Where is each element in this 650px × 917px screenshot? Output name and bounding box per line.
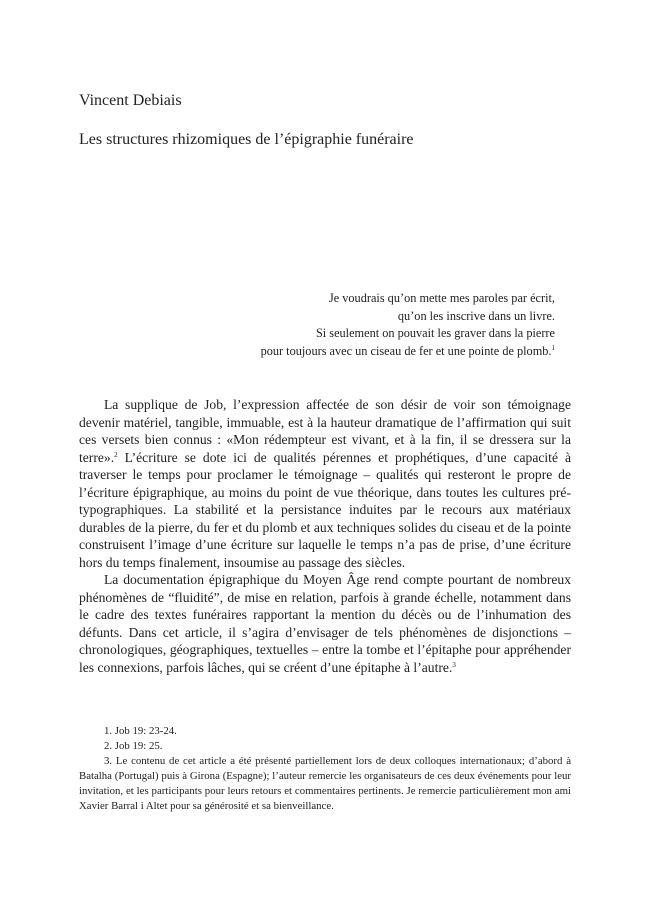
footnotes: [79, 724, 571, 814]
epigraph-line: qu’on les inscrive dans un livre.: [397, 308, 555, 323]
author-name: Vincent Debiais: [79, 92, 182, 109]
paragraph-1-part-a: La supplique de Job, l’expression affectée de son désir de voir son témoignage devenir matériel, tangible, immuable, est à la hauteur dramatique de l’affirmation qui suit ces versets bien connus : «Mon rédempteur est vivant, et à la fin, il se dressera sur la terre».: [79, 397, 571, 465]
article-title: Les structures rhizomiques de l’épigraphie funéraire: [79, 131, 414, 148]
epigraph-line: Je voudrais qu’on mette mes paroles par écrit,: [328, 291, 555, 305]
paragraph-2-text: La documentation épigraphique du Moyen Âge rend compte pourtant de nombreux phénomènes de “fluidité”, de mise en relation, parfois à grande échelle, notamment dans le cadre des textes funéraires rapportant la mention du décès ou de l’inhumation des défunts. Dans cet article, il s’agira d’envisager de tels phénomènes de disjonctions – chronologiques, géographiques, textuelles – entre la tombe et l’épitaphe pour appréhender les connexions, parfois lâches, qui se créent d’une épitaphe à l’autre.: [79, 572, 571, 675]
epigraph: [155, 290, 555, 360]
paragraph-1: [79, 396, 571, 571]
body-text: [79, 396, 571, 676]
footnote-1: 1. Job 19: 23-24.: [104, 725, 177, 737]
footnote-ref-3[interactable]: 3: [452, 660, 456, 669]
paragraph-1-part-b: L’écriture se dote ici de qualités pérennes et prophétiques, d’une capacité à traverser le temps pour proclamer le témoignage – qualités qui resteront le propre de l’écriture épigraphique, au moins du point de vue théorique, dans toutes les cultures pré-typographiques. La stabilité et la persistance induites par le recours aux matériaux durables de la pierre, du fer et du plomb et aux techniques solides du ciseau et de la pointe construisent l’image d’une écriture sur laquelle le temps n’a pas de prise, d’une écriture hors du temps finalement, insoumise au passage des siècles.: [79, 449, 571, 570]
epigraph-line-text: pour toujours avec un ciseau de fer et une pointe de plomb.: [260, 343, 552, 358]
footnote-ref-2[interactable]: 2: [114, 450, 118, 459]
epigraph-line-last: [155, 343, 555, 361]
epigraph-line: Si seulement on pouvait les graver dans la pierre: [315, 326, 555, 340]
footnote-ref-1[interactable]: 1: [551, 343, 555, 352]
footnote-3: 3. Le contenu de cet article a été présenté partiellement lors de deux colloques internationaux; d’abord à Batalha (Portugal) puis à Girona (Espagne); l’auteur remercie les organisateurs de ces deux événements pour leur invitation, et les participants pour leurs retours et commentaires pertinents. Je remercie particulièrement mon ami Xavier Barral i Altet pour sa générosité et sa bienveillance.: [79, 755, 571, 812]
footnote-2: 2. Job 19: 25.: [104, 740, 163, 752]
paragraph-2: [79, 571, 571, 676]
